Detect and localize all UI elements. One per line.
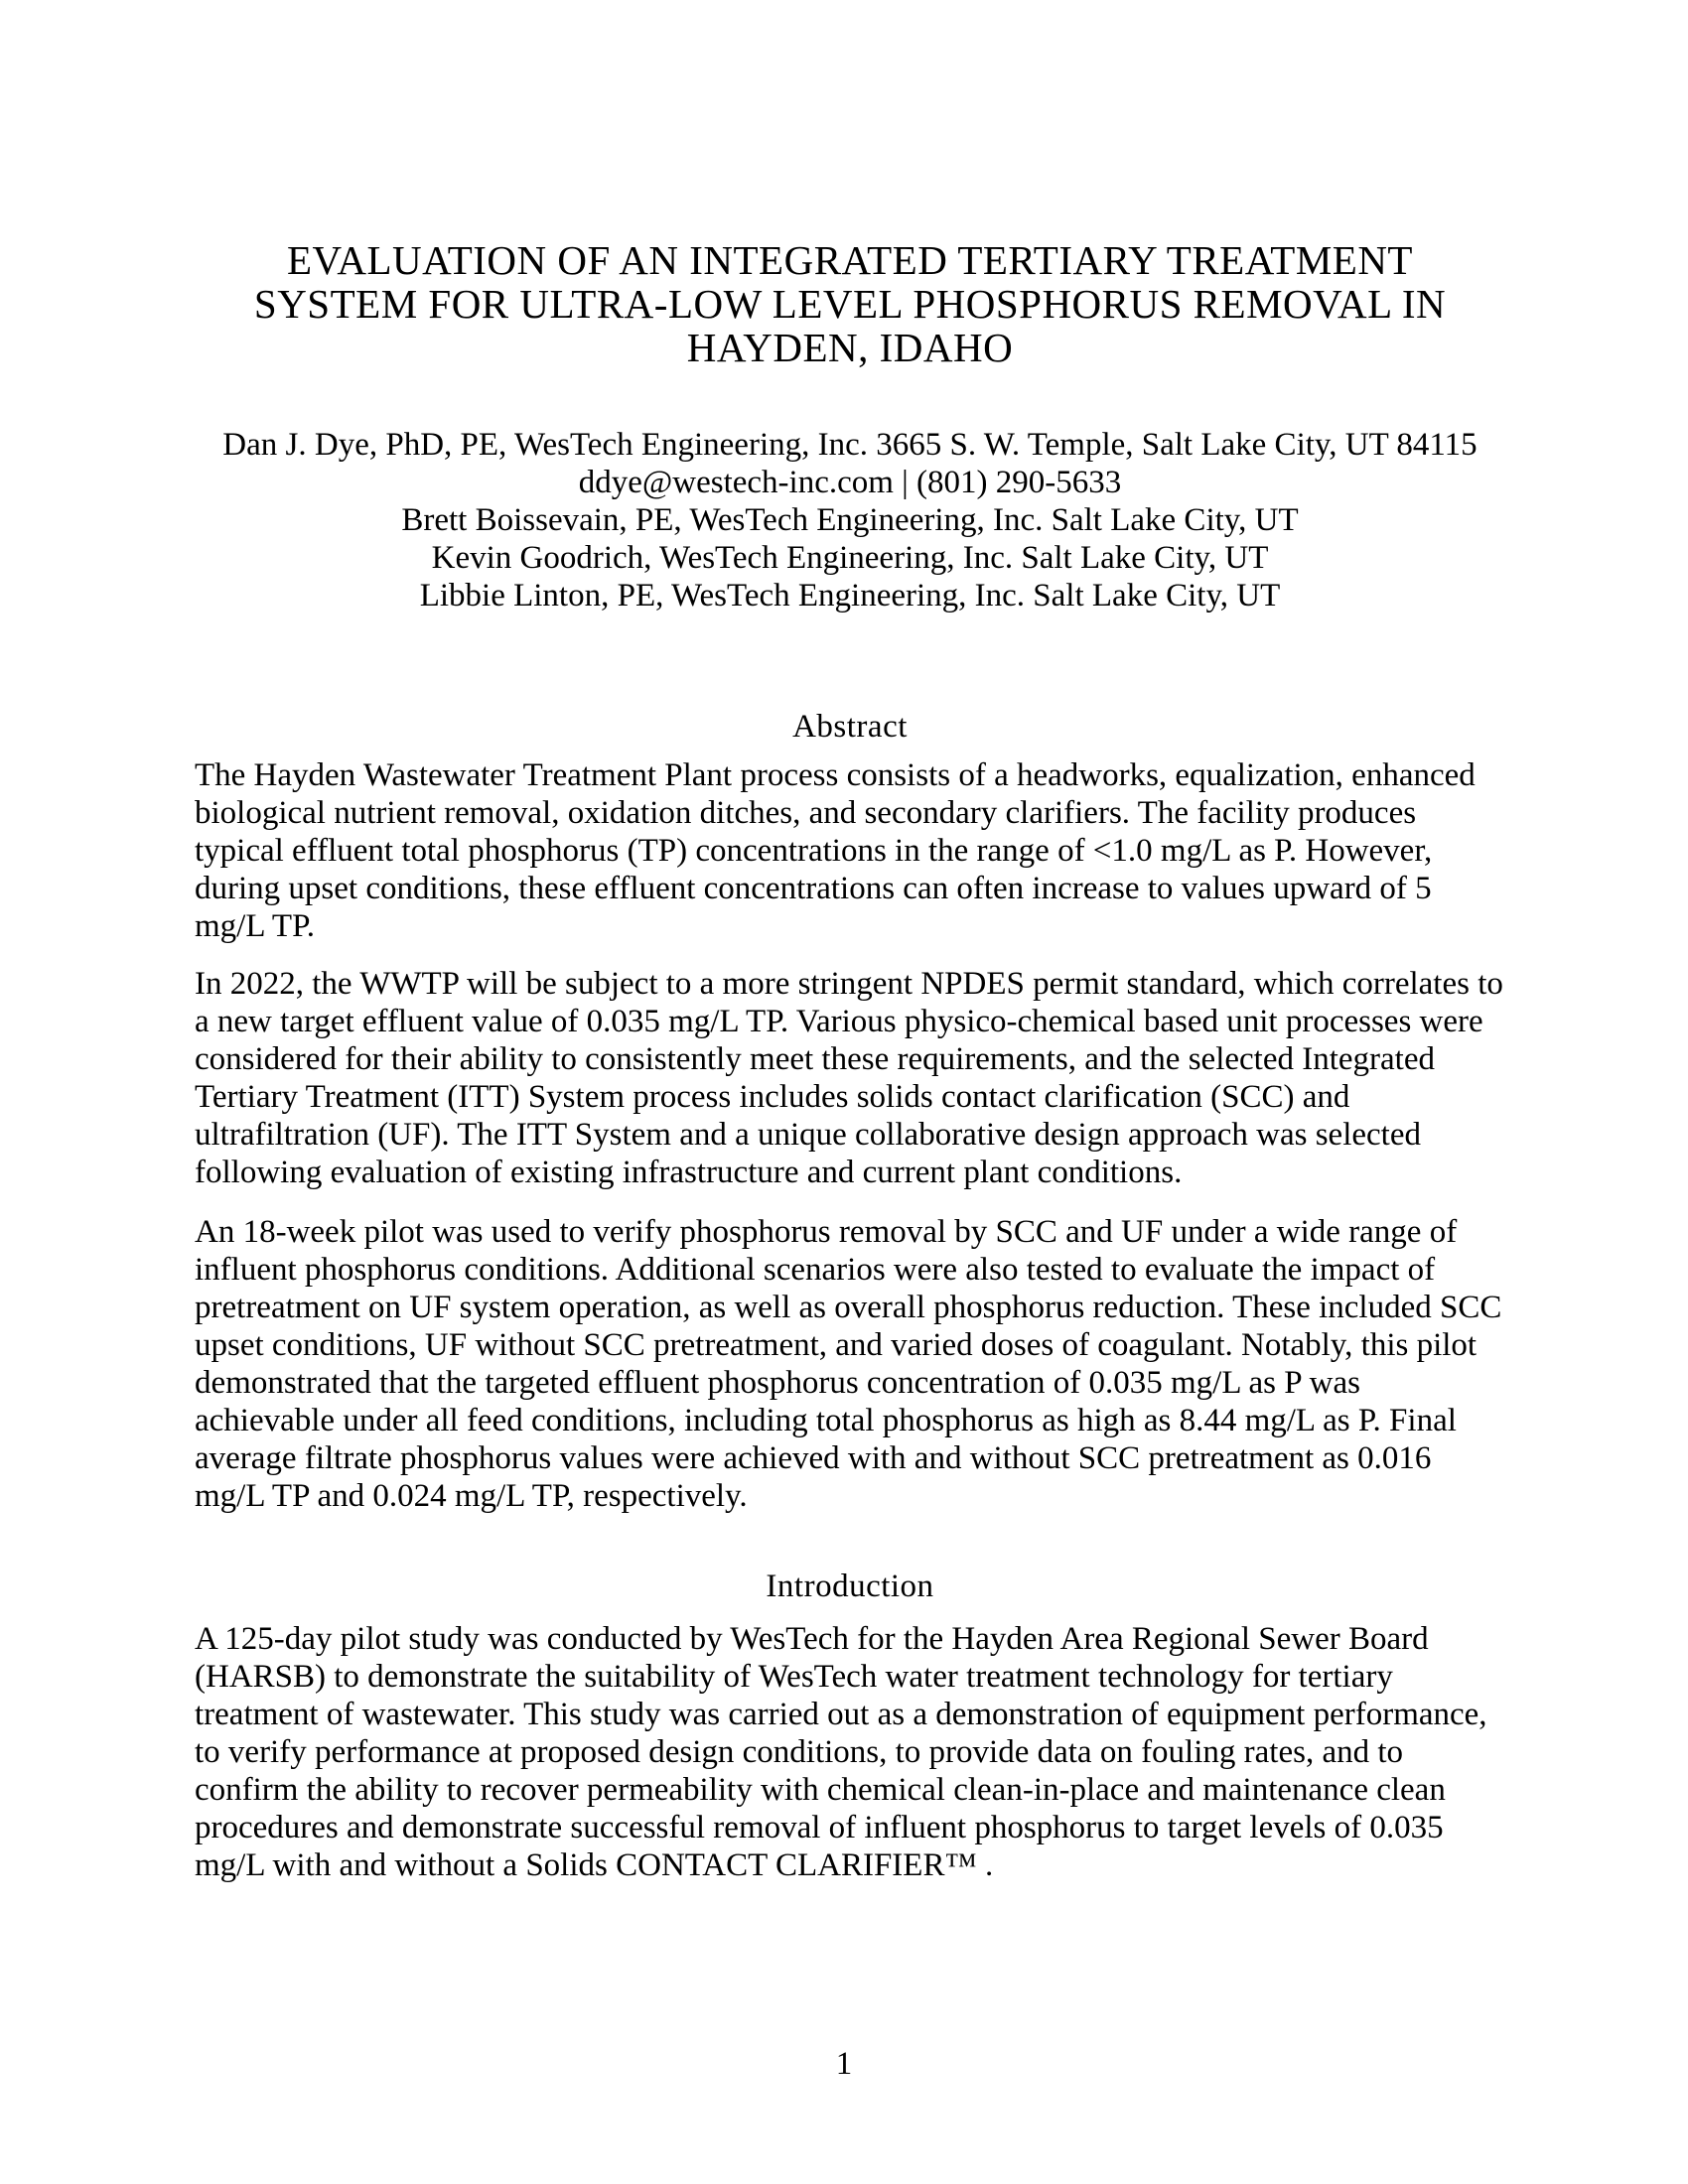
author-line: Libbie Linton, PE, WesTech Engineering, Inc. Salt Lake City, UT <box>419 578 1281 614</box>
paper-title-line-1: EVALUATION OF AN INTEGRATED TERTIARY TREATMENT <box>287 237 1413 283</box>
paper-title-line-2: SYSTEM FOR ULTRA-LOW LEVEL PHOSPHORUS REMOVAL IN <box>253 281 1447 327</box>
page-number: 1 <box>835 2046 853 2082</box>
author-contact-line: ddye@westech-inc.com | (801) 290-5633 <box>578 465 1122 500</box>
author-line: Brett Boissevain, PE, WesTech Engineering, Inc. Salt Lake City, UT <box>401 502 1299 538</box>
author-line: Kevin Goodrich, WesTech Engineering, Inc. Salt Lake City, UT <box>431 540 1269 576</box>
abstract-paragraph-2: In 2022, the WWTP will be subject to a more stringent NPDES permit standard, which correlates to a new target effluent value of 0.035 mg/L TP. Various physico-chemical based unit processes were considered for their ability to consistently meet these requirements, and the selected Integrated Tertiary Treatment (ITT) System process includes solids contact clarification (SCC) and ultrafiltration (UF). The ITT System and a unique collaborative design approach was selected following evaluation of existing infrastructure and current plant conditions. <box>195 966 1503 1190</box>
introduction-heading: Introduction <box>766 1569 934 1604</box>
abstract-paragraph-1: The Hayden Wastewater Treatment Plant process consists of a headworks, equalization, enhanced biological nutrient removal, oxidation ditches, and secondary clarifiers. The facility produces typical effluent total phosphorus (TP) concentrations in the range of <1.0 mg/L as P. However, during upset conditions, these effluent concentrations can often increase to values upward of 5 mg/L TP. <box>195 757 1476 944</box>
author-block <box>195 426 1505 614</box>
author-line-primary: Dan J. Dye, PhD, PE, WesTech Engineering, Inc. 3665 S. W. Temple, Salt Lake City, UT 84115 <box>222 427 1477 463</box>
abstract-heading: Abstract <box>792 709 908 745</box>
paper-title <box>195 238 1505 369</box>
paper-title-line-3: HAYDEN, IDAHO <box>686 325 1014 370</box>
introduction-paragraph-1: A 125-day pilot study was conducted by WesTech for the Hayden Area Regional Sewer Board (HARSB) to demonstrate the suitability of WesTech water treatment technology for tertiary treatment of wastewater. This study was carried out as a demonstration of equipment performance, to verify performance at proposed design conditions, to provide data on fouling rates, and to confirm the ability to recover permeability with chemical clean-in-place and maintenance clean procedures and demonstrate successful removal of influent phosphorus to target levels of 0.035 mg/L with and without a Solids CONTACT CLARIFIER™ . <box>195 1621 1487 1883</box>
abstract-paragraph-3: An 18-week pilot was used to verify phosphorus removal by SCC and UF under a wide range of influent phosphorus conditions. Additional scenarios were also tested to evaluate the impact of pretreatment on UF system operation, as well as overall phosphorus reduction. These included SCC upset conditions, UF without SCC pretreatment, and varied doses of coagulant. Notably, this pilot demonstrated that the targeted effluent phosphorus concentration of 0.035 mg/L as P was achievable under all feed conditions, including total phosphorus as high as 8.44 mg/L as P. Final average filtrate phosphorus values were achieved with and without SCC pretreatment as 0.016 mg/L TP and 0.024 mg/L TP, respectively. <box>195 1214 1502 1514</box>
